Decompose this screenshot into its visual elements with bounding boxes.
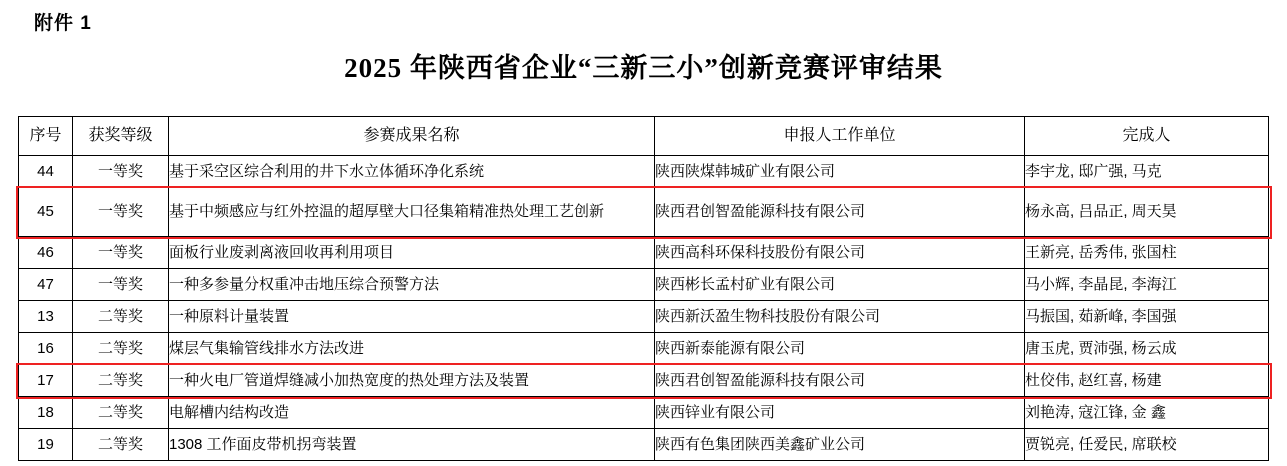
cell-award: 一等奖	[73, 237, 169, 269]
table-header-row	[19, 117, 1269, 156]
attachment-label: 附件 1	[34, 13, 92, 34]
results-table-container	[18, 116, 1268, 461]
cell-unit: 陕西锌业有限公司	[655, 397, 1025, 429]
column-header-unit: 申报人工作单位	[655, 117, 1025, 156]
cell-name: 一种原料计量装置	[169, 301, 655, 333]
cell-unit: 陕西君创智盈能源科技有限公司	[655, 188, 1025, 237]
cell-no: 46	[19, 237, 73, 269]
cell-unit: 陕西新泰能源有限公司	[655, 333, 1025, 365]
cell-people: 刘艳涛, 寇江锋, 金 鑫	[1025, 397, 1269, 429]
table-body	[19, 156, 1269, 461]
cell-no: 47	[19, 269, 73, 301]
table-row	[19, 301, 1269, 333]
table-row	[19, 397, 1269, 429]
table-row	[19, 365, 1269, 397]
cell-award: 二等奖	[73, 365, 169, 397]
cell-unit: 陕西陕煤韩城矿业有限公司	[655, 156, 1025, 188]
table-row	[19, 269, 1269, 301]
column-header-name: 参赛成果名称	[169, 117, 655, 156]
cell-no: 19	[19, 429, 73, 461]
cell-people: 贾锐亮, 任爱民, 席联校	[1025, 429, 1269, 461]
cell-no: 13	[19, 301, 73, 333]
cell-name: 1308 工作面皮带机拐弯装置	[169, 429, 655, 461]
cell-people: 王新亮, 岳秀伟, 张国柱	[1025, 237, 1269, 269]
cell-name: 一种多参量分权重冲击地压综合预警方法	[169, 269, 655, 301]
cell-award: 一等奖	[73, 188, 169, 237]
cell-no: 44	[19, 156, 73, 188]
cell-name: 基于中频感应与红外控温的超厚壁大口径集箱精准热处理工艺创新	[169, 188, 655, 237]
cell-no: 17	[19, 365, 73, 397]
cell-award: 二等奖	[73, 429, 169, 461]
cell-award: 二等奖	[73, 301, 169, 333]
cell-people: 唐玉虎, 贾沛强, 杨云成	[1025, 333, 1269, 365]
cell-name: 基于采空区综合利用的井下水立体循环净化系统	[169, 156, 655, 188]
cell-name: 煤层气集输管线排水方法改进	[169, 333, 655, 365]
column-header-no: 序号	[19, 117, 73, 156]
table-header	[19, 117, 1269, 156]
cell-award: 一等奖	[73, 269, 169, 301]
cell-name: 面板行业废剥离液回收再利用项目	[169, 237, 655, 269]
cell-name: 电解槽内结构改造	[169, 397, 655, 429]
table-row	[19, 429, 1269, 461]
cell-unit: 陕西高科环保科技股份有限公司	[655, 237, 1025, 269]
cell-people: 杜佼伟, 赵红喜, 杨建	[1025, 365, 1269, 397]
cell-people: 李宇龙, 邸广强, 马克	[1025, 156, 1269, 188]
cell-name: 一种火电厂管道焊缝减小加热宽度的热处理方法及装置	[169, 365, 655, 397]
table-row	[19, 333, 1269, 365]
table-row	[19, 237, 1269, 269]
table-row	[19, 188, 1269, 237]
cell-people: 杨永高, 吕品正, 周天昊	[1025, 188, 1269, 237]
cell-award: 二等奖	[73, 397, 169, 429]
cell-no: 18	[19, 397, 73, 429]
cell-unit: 陕西彬长孟村矿业有限公司	[655, 269, 1025, 301]
cell-unit: 陕西有色集团陕西美鑫矿业公司	[655, 429, 1025, 461]
cell-award: 一等奖	[73, 156, 169, 188]
table-row	[19, 156, 1269, 188]
cell-unit: 陕西新沃盈生物科技股份有限公司	[655, 301, 1025, 333]
cell-no: 45	[19, 188, 73, 237]
results-table	[18, 116, 1269, 461]
cell-unit: 陕西君创智盈能源科技有限公司	[655, 365, 1025, 397]
column-header-people: 完成人	[1025, 117, 1269, 156]
cell-no: 16	[19, 333, 73, 365]
column-header-award: 获奖等级	[73, 117, 169, 156]
cell-people: 马振国, 茹新峰, 李国强	[1025, 301, 1269, 333]
page-title: 2025 年陕西省企业“三新三小”创新竞赛评审结果	[344, 53, 943, 83]
cell-award: 二等奖	[73, 333, 169, 365]
cell-people: 马小辉, 李晶昆, 李海江	[1025, 269, 1269, 301]
